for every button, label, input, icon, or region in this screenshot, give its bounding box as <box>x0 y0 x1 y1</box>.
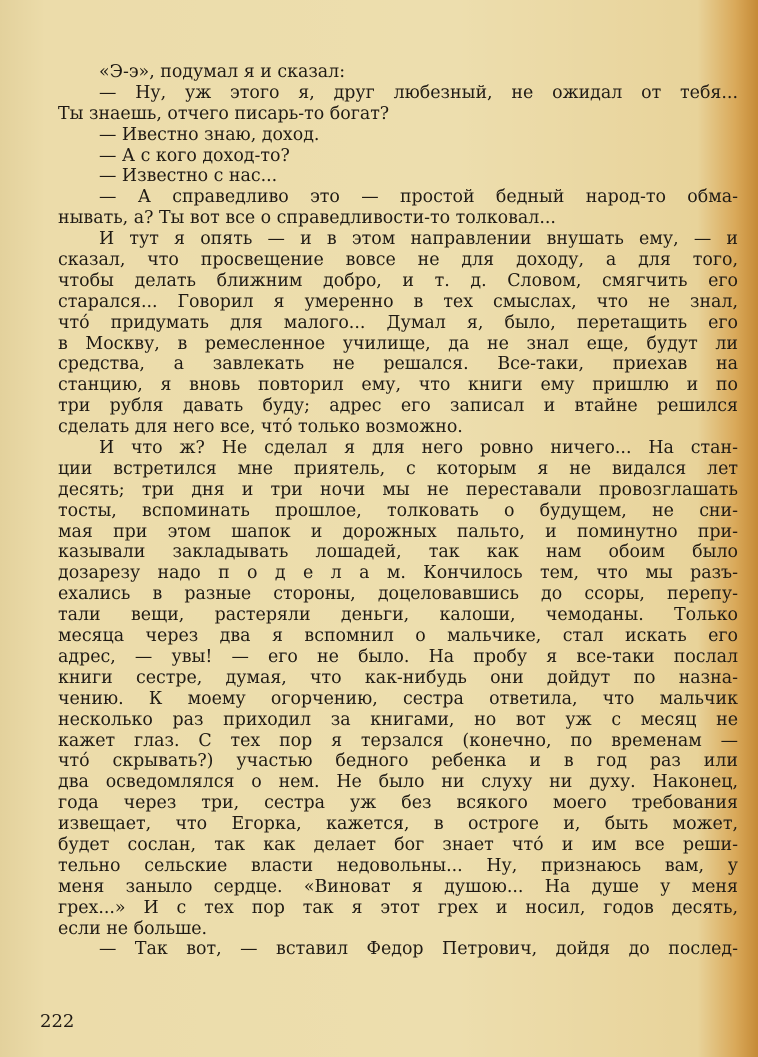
text-line: И тут я опять — и в этом направлении внушать ему, — и <box>99 229 738 250</box>
text-line: И что ж? Не сделал я для него ровно ничего... На стан- <box>99 438 738 459</box>
text-line: тали вещи, растеряли деньги, калоши, чемоданы. Только <box>58 605 738 626</box>
text-line: адрес, — увы! — его не было. На пробу я все-таки послал <box>58 646 738 667</box>
text-line: — А с кого доход-то? <box>99 145 290 166</box>
text-line: мая при этом шапок и дорожных пальто, и поминутно при- <box>58 521 738 542</box>
text-line: сказал, что просвещение вовсе не для доходу, а для того, <box>58 250 738 271</box>
text-line: казывали закладывать лошадей, так как нам обоим было <box>58 542 738 563</box>
text-line: грех...» И с тех пор так я этот грех и носил, годов десять, <box>58 897 738 918</box>
text-line: — А справедливо это — простой бедный народ-то обма- <box>99 187 738 208</box>
text-line: три рубля давать буду; адрес его записал и втайне решился <box>58 396 738 417</box>
text-line: десять; три дня и три ночи мы не переставали провозглашать <box>58 479 738 500</box>
text-line: — Так вот, — вставил Федор Петрович, дойдя до послед- <box>99 939 738 960</box>
text-line: кажет глаз. С тех пор я терзался (конечно, по временам — <box>58 730 738 751</box>
text-line: станцию, я вновь повторил ему, что книги ему пришлю и по <box>58 375 738 396</box>
body-text <box>58 62 738 960</box>
text-line: несколько раз приходил за книгами, но вот уж с месяц не <box>58 709 738 730</box>
text-line: «Э-э», подумал я и сказал: <box>99 62 346 82</box>
text-line: ции встретился мне приятель, с которым я не видался лет <box>58 458 738 479</box>
text-line: дозарезу надо п о д е л а м. Кончилось тем, что мы разъ- <box>58 563 738 584</box>
text-line: будет сослан, так как делает бог знает что́ и им все реши- <box>58 834 738 855</box>
page-number: 222 <box>40 1011 75 1032</box>
text-line: если не больше. <box>58 918 208 939</box>
text-line: старался... Говорил я умеренно в тех смыслах, что не знал, <box>58 291 738 312</box>
text-line: тосты, вспоминать прошлое, толковать о будущем, не сни- <box>58 500 738 521</box>
text-line: извещает, что Егорка, кажется, в остроге и, быть может, <box>58 814 738 835</box>
text-line: нывать, а? Ты вот все о справедливости-то толковал... <box>58 208 556 229</box>
text-line: года через три, сестра уж без всякого моего требования <box>58 793 738 814</box>
text-line: сделать для него все, что́ только возможно. <box>58 417 463 438</box>
text-line: — Ивестно знаю, доход. <box>99 124 320 145</box>
text-line: чтобы делать ближним добро, и т. д. Словом, смягчить его <box>58 270 738 291</box>
text-line: чению. К моему огорчению, сестра ответила, что мальчик <box>58 688 738 709</box>
text-line: книги сестре, думая, что как-нибудь они дойдут по назна- <box>58 667 738 688</box>
text-line: меня заныло сердце. «Виноват я душою... На душе у меня <box>58 876 738 897</box>
text-line: месяца через два я вспомнил о мальчике, стал искать его <box>58 626 738 647</box>
text-line: в Москву, в ремесленное училище, да не знал еще, будут ли <box>58 333 738 354</box>
text-line: что́ придумать для малого... Думал я, было, перетащить его <box>58 312 738 333</box>
text-line: — Ну, уж этого я, друг любезный, не ожидал от тебя... <box>99 82 738 103</box>
text-line: средства, а завлекать не решался. Все-таки, приехав на <box>58 354 738 375</box>
text-line: Ты знаешь, отчего писарь-то богат? <box>58 103 390 124</box>
text-line: два осведомлялся о нем. Не было ни слуху ни духу. Наконец, <box>58 772 738 793</box>
text-line: ехались в разные стороны, доцеловавшись до ссоры, перепу- <box>58 584 738 605</box>
text-line: тельно сельские власти недовольны... Ну, признаюсь вам, у <box>58 855 738 876</box>
text-line: что́ скрывать?) участью бедного ребенка и в год раз или <box>58 751 738 772</box>
text-line: — Известно с нас... <box>99 166 278 187</box>
